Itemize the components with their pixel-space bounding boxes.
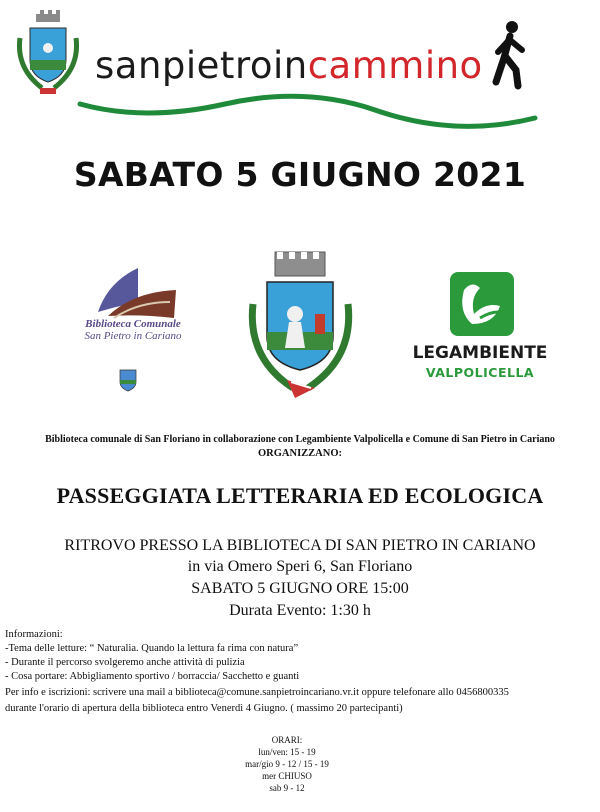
meeting-point-line: RITROVO PRESSO LA BIBLIOTECA DI SAN PIETRO IN CARIANO <box>64 537 536 554</box>
collaboration-text: Biblioteca comunale di San Floriano in collaborazione con Legambiente Valpolicella e Comune di San Pietro in Cariano <box>45 434 555 445</box>
legambiente-name: LEGAMBIENTE <box>412 343 548 363</box>
date-title: SABATO 5 GIUGNO 2021 <box>73 155 527 194</box>
event-time-line: SABATO 5 GIUGNO ORE 15:00 <box>191 580 409 597</box>
library-small-crest-icon <box>118 366 138 392</box>
opening-hours-item: mar/gio 9 - 12 / 15 - 19 <box>245 759 329 769</box>
legambiente-swan-logo-icon <box>450 272 514 336</box>
municipal-crest-large-icon <box>243 248 358 406</box>
info-line-what-to-bring: - Cosa portare: Abbigliamento sportivo / borraccia/ Sacchetto e guanti <box>5 671 300 682</box>
address-line: in via Omero Speri 6, San Floriano <box>187 558 413 575</box>
info-line-deadline: durante l'orario di apertura della biblioteca entro Venerdì 4 Giugno. ( massimo 20 partecipanti) <box>5 703 403 714</box>
organizzano-label: ORGANIZZANO: <box>257 448 342 459</box>
brand-title <box>95 44 483 87</box>
library-name-line2: San Pietro in Cariano <box>84 330 182 342</box>
opening-hours-item: lun/ven: 15 - 19 <box>258 747 316 757</box>
opening-hours-heading: ORARI: <box>271 735 303 745</box>
opening-hours-item: mer CHIUSO <box>262 771 312 781</box>
info-heading: Informazioni: <box>5 629 63 640</box>
info-line-contact: Per info e iscrizioni: scrivere una mail a biblioteca@comune.sanpietroincariano.vr.it oppure telefonare allo 0456800335 <box>5 687 509 698</box>
brand-title-part1: sanpietroin <box>95 44 308 87</box>
green-wave-decoration <box>75 82 540 140</box>
event-duration-line: Durata Evento: 1:30 h <box>229 602 371 619</box>
walking-person-icon <box>488 20 532 90</box>
library-name-line1: Biblioteca Comunale <box>85 318 181 330</box>
info-line-reading-theme: -Tema delle letture: “ Naturalia. Quando la lettura fa rima con natura” <box>5 643 299 654</box>
library-book-logo-icon <box>78 262 188 324</box>
info-line-cleaning: - Durante il percorso svolgeremo anche attività di pulizia <box>5 657 245 668</box>
legambiente-subtitle: VALPOLICELLA <box>425 365 535 380</box>
event-title: PASSEGGIATA LETTERARIA ED ECOLOGICA <box>56 483 544 508</box>
municipal-crest-small-icon <box>12 8 84 100</box>
opening-hours-item: sab 9 - 12 <box>269 783 305 793</box>
brand-title-part2: cammino <box>307 44 483 87</box>
